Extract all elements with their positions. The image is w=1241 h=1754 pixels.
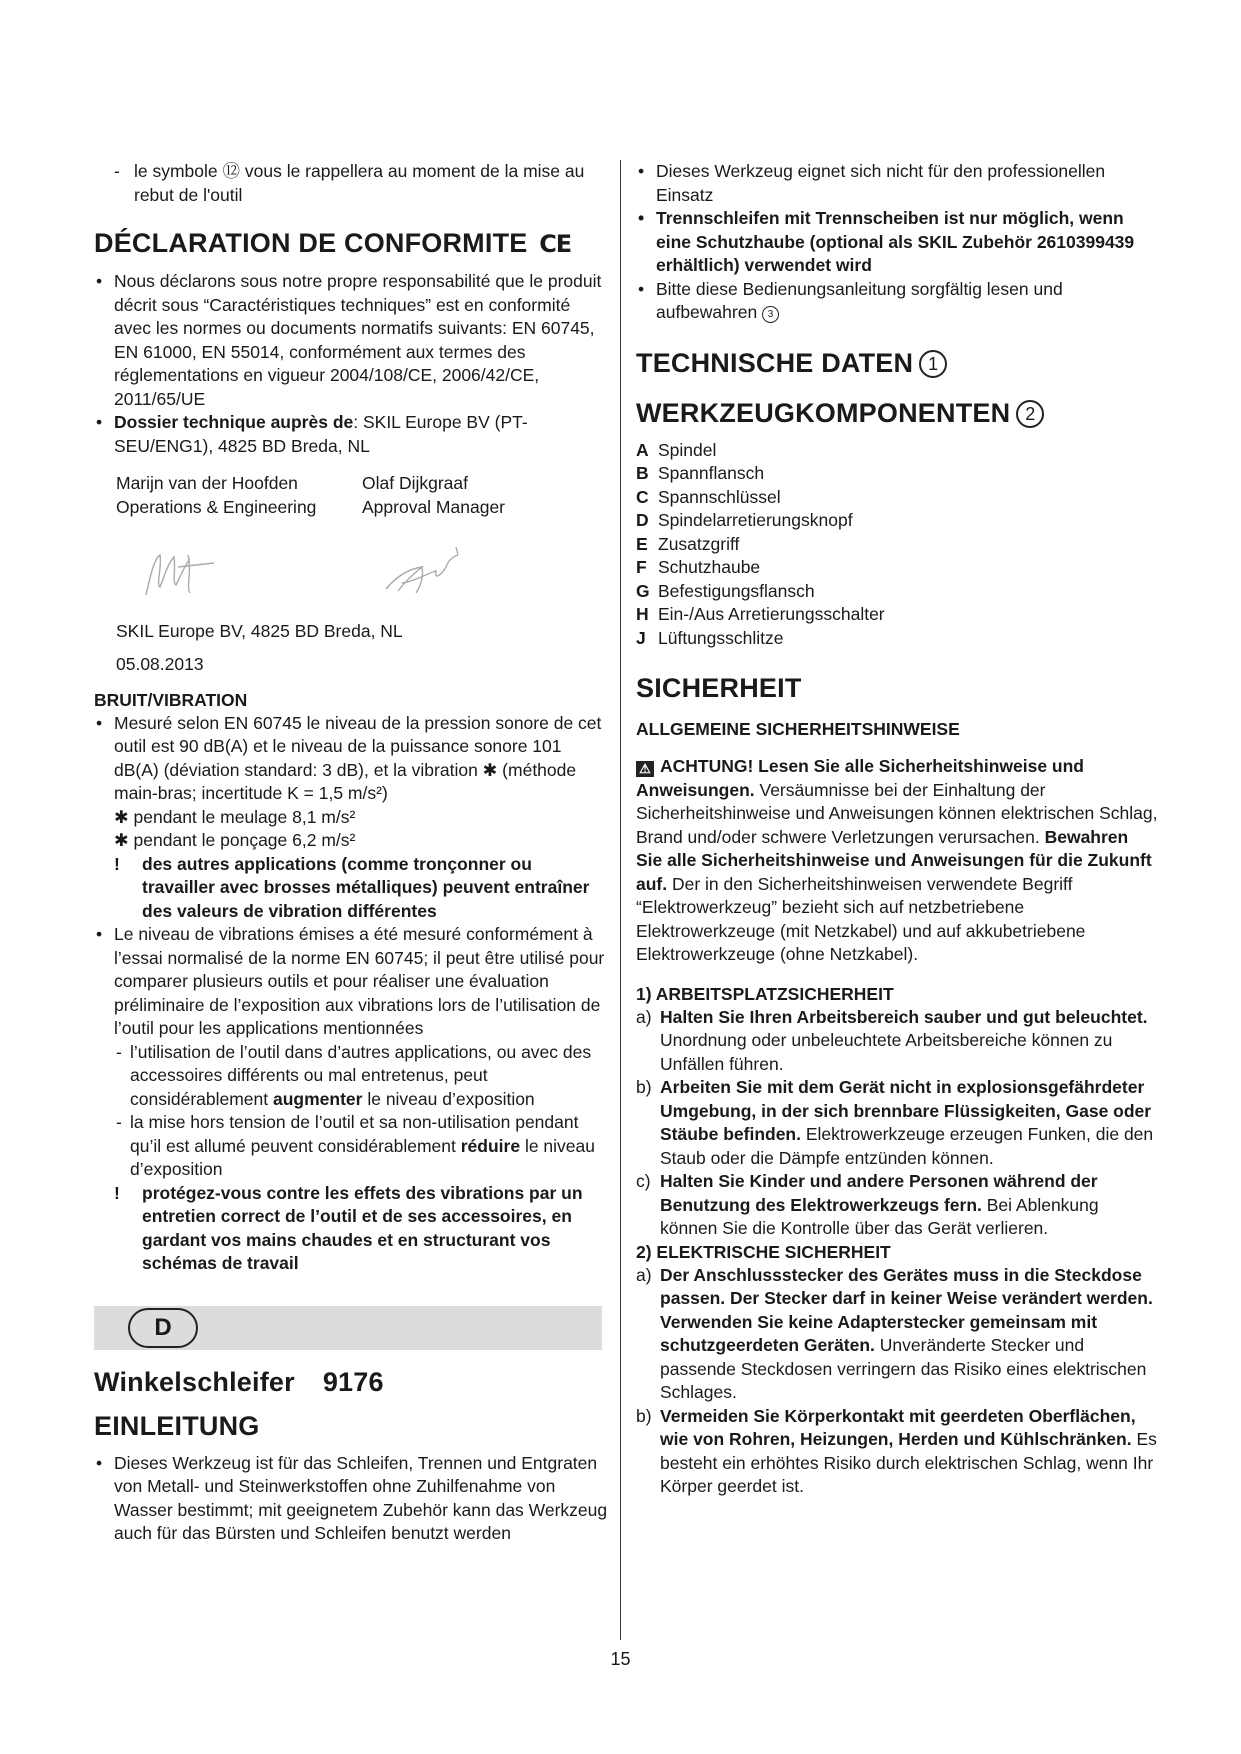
workplace-item-b: b) Arbeiten Sie mit dem Gerät nicht in explosionsgefährdeter Umgebung, in der sich brennbare Flüssigkeiten, Gase oder Stäube befinden. Elektrowerkzeuge erzeugen Funken, die den Staub oder die Dämpfe entzünden können. bbox=[636, 1077, 1154, 1168]
safety-title: SICHERHEIT bbox=[636, 673, 802, 703]
signatures bbox=[116, 472, 608, 610]
figure-ref-3: 3 bbox=[762, 306, 779, 323]
product-number: 9176 bbox=[322, 1366, 384, 1397]
noise-bullet: • Mesuré selon EN 60745 le niveau de la pression sonore de cet outil est 90 dB(A) et le niveau de la puissance sonore 101 dB(A) (déviation standard: 3 dB), et la vibration ✱ (méthode main-bras; incertitude K = 1,5 m/s²) bbox=[94, 712, 608, 806]
noise-list bbox=[94, 712, 608, 806]
noise-vibration-title: BRUIT/VIBRATION bbox=[94, 689, 248, 710]
einleitung-title: EINLEITUNG bbox=[94, 1410, 260, 1441]
signature-1-image bbox=[116, 537, 236, 603]
electrical-safety-title: 2) ELEKTRISCHE SICHERHEIT bbox=[636, 1241, 891, 1262]
signer-1-role: Operations & Engineering bbox=[116, 496, 317, 517]
workplace-safety-title: 1) ARBEITSPLATZSICHERHEIT bbox=[636, 983, 894, 1004]
right-column bbox=[636, 160, 1158, 1499]
vibration-grinding: ✱ pendant le meulage 8,1 m/s² bbox=[114, 806, 356, 827]
excl-note-1: ! des autres applications (comme tronçonner ou travailler avec brosses métalliques) peuvent entraîner des valeurs de vibration différentes bbox=[114, 853, 590, 921]
warning-bold-1: ACHTUNG! Lesen Sie alle Sicherheitshinweise und Anweisungen. bbox=[636, 756, 1084, 800]
sub-note-2 bbox=[94, 1111, 608, 1182]
column-divider bbox=[620, 160, 621, 1640]
vibration-bullet: • Le niveau de vibrations émises a été mesuré conformément à l’essai normalisé de la norme EN 60745; il peut être utilisé pour comparer plusieurs outils et pour réaliser une évaluation préliminaire de l’exposition aux vibrations lors de l’utilisation de l’outil pour les applications mentionnées bbox=[94, 923, 608, 1041]
sub-note-1-b: augmenter bbox=[273, 1088, 363, 1109]
declaration-list bbox=[94, 270, 608, 458]
signature-2-image bbox=[362, 537, 482, 603]
dossier-text: : SKIL Europe BV (PT-SEU/ENG1), 4825 BD Breda, NL bbox=[114, 412, 528, 456]
excl-note-2-text: protégez-vous contre les effets des vibrations par un entretien correct de l’outil et de ses accessoires, en gardant vos mains chaudes et en structurant vos schémas de travail bbox=[142, 1182, 583, 1273]
intro-bullet-2: • Trennschleifen mit Trennscheiben ist nur möglich, wenn eine Schutzhaube (optional als SKIL Zubehör 2610399439 erhältlich) verwendet wird bbox=[636, 207, 1158, 278]
components-heading bbox=[636, 397, 1158, 429]
product-heading bbox=[94, 1366, 608, 1398]
language-badge: D bbox=[128, 1308, 198, 1348]
component-item: D Spindelarretierungsknopf bbox=[636, 510, 853, 530]
warning-text-1: Versäumnisse bei der Einhaltung der Sicherheitshinweise und Anweisungen können elektrischen Schlag, Brand und/oder schwere Verletzungen verursachen. bbox=[636, 779, 1158, 847]
sub-note-1-a: l’utilisation de l’outil dans d’autres applications, ou avec des accessoires différents ou mal entretenus, peut considérablement bbox=[130, 1041, 592, 1109]
signer-1-name: Marijn van der Hoofden bbox=[116, 473, 298, 493]
declaration-date: 05.08.2013 bbox=[116, 654, 204, 674]
component-item: G Befestigungsflansch bbox=[636, 580, 815, 601]
tech-data-heading bbox=[636, 347, 1158, 379]
component-item: E Zusatzgriff bbox=[636, 533, 740, 554]
excl-note-1-text: des autres applications (comme tronçonner ou travailler avec brosses métalliques) peuvent entraîner des valeurs de vibration différentes bbox=[142, 853, 590, 921]
components-list bbox=[636, 439, 1158, 651]
warning-text-2: Der in den Sicherheitshinweisen verwendete Begriff “Elektrowerkzeug” bezieht sich auf netzbetriebene Elektrowerkzeuge (mit Netzkabel) und auf akkubetriebene Elektrowerkzeuge (ohne Netzkabel). bbox=[636, 873, 1086, 964]
einleitung-list bbox=[94, 1452, 608, 1546]
ce-mark: CE bbox=[539, 230, 572, 258]
component-item: H Ein-/Aus Arretierungsschalter bbox=[636, 604, 885, 624]
signature-block-1 bbox=[116, 472, 362, 610]
sub-note-2-b: réduire bbox=[460, 1135, 521, 1156]
general-safety-title: ALLGEMEINE SICHERHEITSHINWEISE bbox=[636, 719, 960, 739]
declaration-title-text: DÉCLARATION DE CONFORMITE bbox=[94, 228, 528, 258]
general-warning bbox=[636, 755, 1158, 967]
figure-ref-2: 2 bbox=[1016, 400, 1044, 428]
sub-note-1 bbox=[94, 1041, 608, 1112]
intro-bullet-3 bbox=[636, 278, 1158, 325]
component-item: B Spannflansch bbox=[636, 463, 765, 483]
component-item: F Schutzhaube bbox=[636, 557, 761, 577]
signer-2-name: Olaf Dijkgraaf bbox=[362, 473, 469, 493]
electrical-item-b: b) Vermeiden Sie Körperkontakt mit geerdeten Oberflächen, wie von Rohren, Heizungen, Herden und Kühlschränken. Es besteht ein erhöhtes Risiko durch elektrischen Schlag, wenn Ihr Körper geerdet ist. bbox=[636, 1405, 1157, 1496]
product-title: Winkelschleifer bbox=[94, 1366, 295, 1397]
warning-icon: ⚠ bbox=[636, 761, 654, 777]
declaration-bullet: • Nous déclarons sous notre propre responsabilité que le produit décrit sous “Caractéristiques techniques” est en conformité avec les normes ou documents normatifs suivants: EN 60745, EN 61000, EN 55014, conformément aux termes des réglementations en vigueur 2004/108/CE, 2006/42/CE, 2011/65/UE bbox=[94, 270, 608, 411]
component-item: A Spindel bbox=[636, 439, 717, 460]
electrical-item-a: a) Der Anschlussstecker des Gerätes muss in die Steckdose passen. Der Stecker darf in keiner Weise verändert werden. Verwenden Sie keine Adapterstecker gemeinsam mit schutzgeerdeten Geräten. Unveränderte Stecker und passende Steckdosen verringern das Risiko eines elektrischen Schlages. bbox=[636, 1264, 1153, 1402]
warning-bold-2: Bewahren Sie alle Sicherheitshinweise und Anweisungen für die Zukunft auf. bbox=[636, 826, 1152, 894]
intro-bullet-1: • Dieses Werkzeug eignet sich nicht für den professionellen Einsatz bbox=[636, 160, 1158, 207]
signer-2-role: Approval Manager bbox=[362, 496, 505, 517]
intro-list bbox=[636, 160, 1158, 325]
intro-bullet-3-text: Bitte diese Bedienungsanleitung sorgfältig lesen und aufbewahren bbox=[656, 278, 1063, 322]
symbol-note: - le symbole ⑫ vous le rappellera au moment de la mise au rebut de l'outil bbox=[94, 160, 608, 207]
vibration-list bbox=[94, 923, 608, 1041]
sub-note-2-a: la mise hors tension de l’outil et sa non-utilisation pendant qu’il est allumé peuvent considérablement bbox=[130, 1112, 579, 1156]
sub-note-2-c: le niveau d’exposition bbox=[130, 1135, 595, 1179]
declaration-title bbox=[94, 227, 608, 260]
tech-data-title: TECHNISCHE DATEN bbox=[636, 347, 914, 378]
excl-note-2: ! protégez-vous contre les effets des vibrations par un entretien correct de l’outil et de ses accessoires, en gardant vos mains chaudes et en structurant vos schémas de travail bbox=[114, 1182, 583, 1273]
page-number: 15 bbox=[610, 1649, 631, 1669]
signature-block-2 bbox=[362, 472, 608, 610]
language-band bbox=[94, 1306, 602, 1350]
figure-ref-1: 1 bbox=[919, 350, 947, 378]
workplace-item-c: c) Halten Sie Kinder und andere Personen während der Benutzung des Elektrowerkzeugs fern. Bei Ablenkung können Sie die Kontrolle über das Gerät verlieren. bbox=[636, 1171, 1099, 1238]
dossier-bullet bbox=[94, 411, 608, 458]
vibration-sanding: ✱ pendant le ponçage 6,2 m/s² bbox=[114, 830, 356, 850]
components-title: WERKZEUGKOMPONENTEN bbox=[636, 397, 1011, 428]
company-address: SKIL Europe BV, 4825 BD Breda, NL bbox=[116, 620, 403, 641]
component-item: J Lüftungsschlitze bbox=[636, 627, 784, 648]
workplace-item-a: a) Halten Sie Ihren Arbeitsbereich sauber und gut beleuchtet. Unordnung oder unbeleuchtete Arbeitsbereiche können zu Unfällen führen. bbox=[636, 1006, 1148, 1074]
dossier-label: Dossier technique auprès de bbox=[114, 412, 354, 432]
left-column bbox=[94, 160, 608, 1546]
einleitung-bullet: • Dieses Werkzeug ist für das Schleifen, Trennen und Entgraten von Metall- und Steinwerkstoffen ohne Zuhilfenahme von Wasser bestimmt; mit geeignetem Zubehör kann das Werkzeug auch für das Bürsten und Schleifen benutzt werden bbox=[94, 1452, 608, 1546]
component-item: C Spannschlüssel bbox=[636, 486, 781, 507]
sub-note-1-c: le niveau d’exposition bbox=[362, 1088, 535, 1109]
